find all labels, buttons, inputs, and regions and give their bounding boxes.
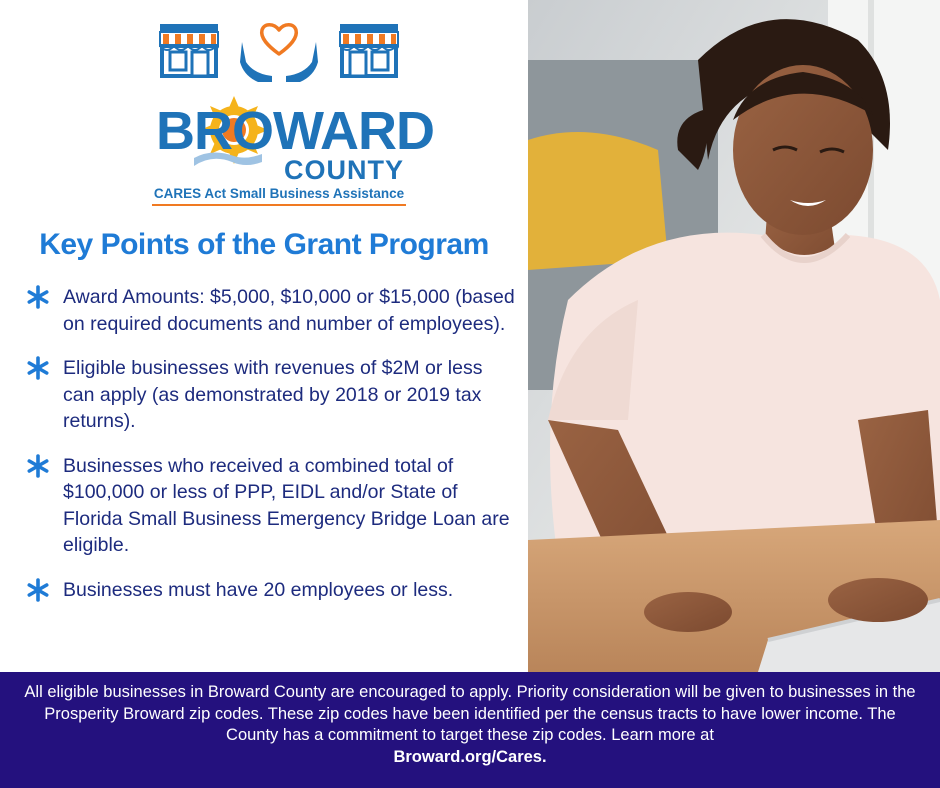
footer-body: All eligible businesses in Broward County are encouraged to apply. Priority consideration will be given to businesses in the Prosperity Broward zip codes. These zip codes have been identified per the census tracts to have lower income. The County has a commitment to target these zip codes. Learn more at bbox=[24, 683, 916, 744]
photo-illustration bbox=[528, 0, 940, 672]
asterisk-icon bbox=[26, 356, 50, 380]
storefront-right-icon bbox=[340, 24, 398, 76]
woman-using-laptop-photo bbox=[528, 0, 940, 672]
list-item-text: Businesses must have 20 employees or less. bbox=[63, 578, 454, 601]
broward-cares-logo bbox=[150, 18, 434, 208]
list-item bbox=[26, 355, 516, 435]
logo-divider bbox=[152, 204, 406, 206]
page-title: Key Points of the Grant Program bbox=[39, 228, 489, 261]
info-panel bbox=[0, 0, 528, 672]
list-item-text: Award Amounts: $5,000, $10,000 or $15,000 (based on required documents and number of employees). bbox=[63, 286, 515, 335]
list-item bbox=[26, 453, 516, 559]
logo-wordmark-broward: BROWARD bbox=[156, 101, 434, 161]
asterisk-icon bbox=[26, 578, 50, 602]
storefront-left-icon bbox=[160, 24, 218, 76]
list-item-text: Businesses who received a combined total of $100,000 or less of PPP, EIDL and/or State of Florida Small Business Emergency Bridge Loan are eligible. bbox=[63, 454, 510, 556]
list-item-text: Eligible businesses with revenues of $2M or less can apply (as demonstrated by 2018 or 2019 tax returns). bbox=[63, 357, 483, 432]
asterisk-icon bbox=[26, 285, 50, 309]
footer-banner bbox=[0, 672, 940, 788]
list-item bbox=[26, 577, 516, 604]
asterisk-icon bbox=[26, 454, 50, 478]
cares-link[interactable]: Broward.org/Cares. bbox=[393, 747, 547, 766]
key-points-list bbox=[26, 284, 516, 621]
logo-wordmark-county: COUNTY bbox=[284, 155, 404, 185]
heart-hands-icon bbox=[240, 25, 318, 82]
logo-subtitle: CARES Act Small Business Assistance bbox=[153, 186, 405, 201]
list-item bbox=[26, 284, 516, 337]
footer-text bbox=[22, 682, 918, 768]
